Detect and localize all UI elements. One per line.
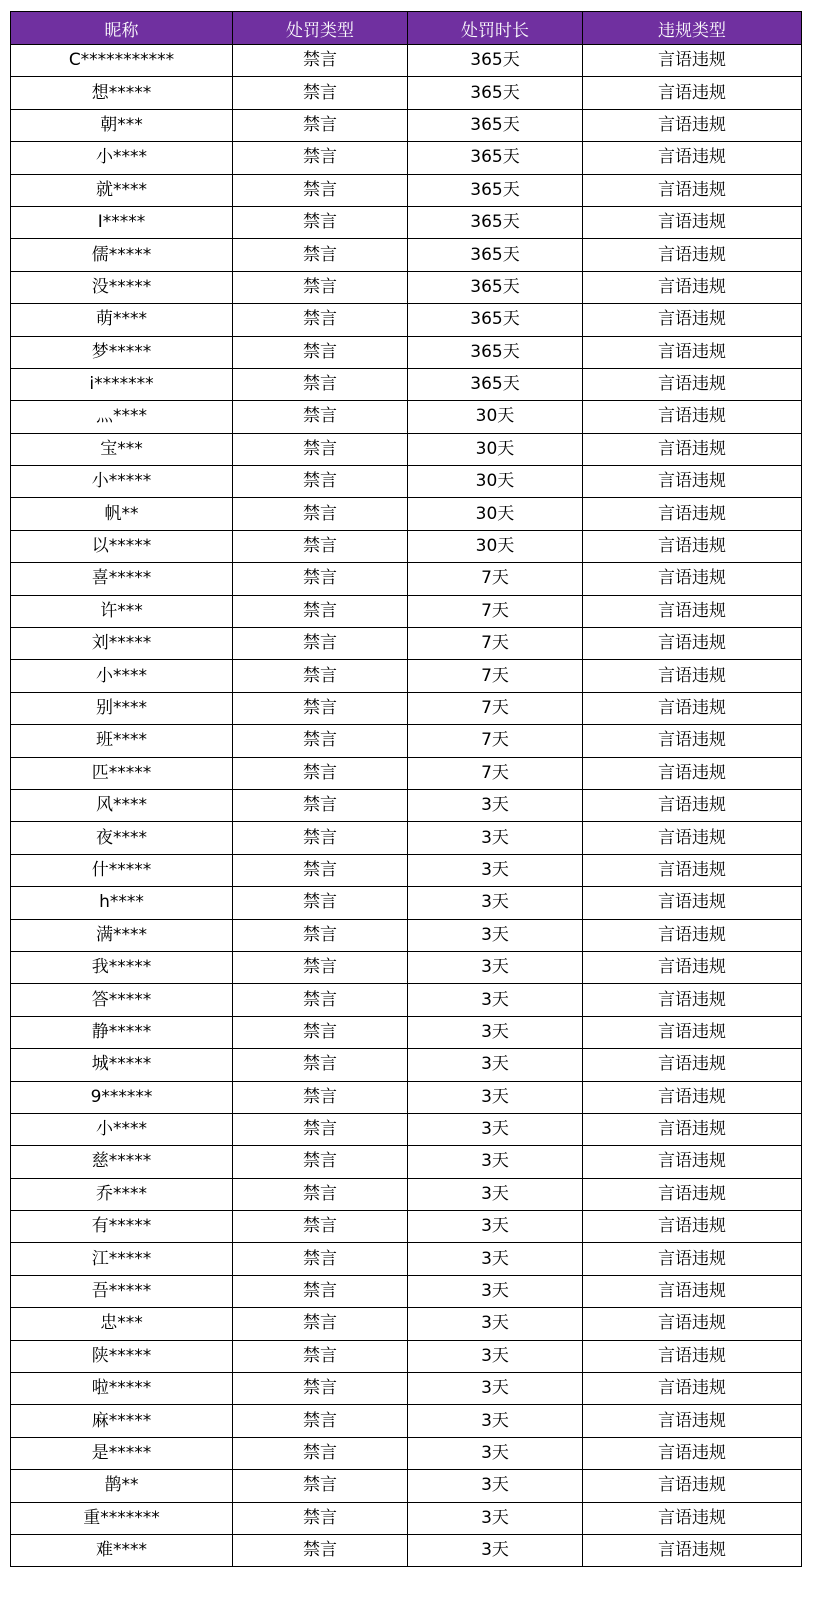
table-row <box>11 498 802 530</box>
cell-nickname: 帆** <box>11 498 233 530</box>
cell-penalty-duration: 365天 <box>408 109 583 141</box>
cell-penalty-type: 禁言 <box>233 1373 408 1405</box>
table-row <box>11 1016 802 1048</box>
cell-nickname: 小**** <box>11 142 233 174</box>
cell-penalty-type: 禁言 <box>233 271 408 303</box>
cell-penalty-type: 禁言 <box>233 822 408 854</box>
cell-penalty-type: 禁言 <box>233 1275 408 1307</box>
cell-penalty-duration: 3天 <box>408 1211 583 1243</box>
cell-violation-type: 言语违规 <box>583 1470 802 1502</box>
cell-penalty-type: 禁言 <box>233 336 408 368</box>
table-row <box>11 951 802 983</box>
table-row <box>11 77 802 109</box>
cell-violation-type: 言语违规 <box>583 1211 802 1243</box>
cell-violation-type: 言语违规 <box>583 595 802 627</box>
cell-violation-type: 言语违规 <box>583 304 802 336</box>
cell-penalty-type: 禁言 <box>233 433 408 465</box>
table-row <box>11 174 802 206</box>
table-row <box>11 1211 802 1243</box>
cell-penalty-duration: 3天 <box>408 854 583 886</box>
cell-penalty-type: 禁言 <box>233 1113 408 1145</box>
table-row <box>11 1113 802 1145</box>
cell-violation-type: 言语违规 <box>583 725 802 757</box>
cell-violation-type: 言语违规 <box>583 1243 802 1275</box>
cell-violation-type: 言语违规 <box>583 45 802 77</box>
cell-penalty-duration: 3天 <box>408 919 583 951</box>
cell-nickname: 班**** <box>11 725 233 757</box>
cell-penalty-duration: 365天 <box>408 174 583 206</box>
cell-violation-type: 言语违规 <box>583 466 802 498</box>
table-row <box>11 1049 802 1081</box>
cell-penalty-type: 禁言 <box>233 725 408 757</box>
table-row <box>11 822 802 854</box>
cell-nickname: 以***** <box>11 530 233 562</box>
cell-penalty-duration: 7天 <box>408 660 583 692</box>
cell-penalty-duration: 365天 <box>408 271 583 303</box>
cell-penalty-duration: 3天 <box>408 951 583 983</box>
cell-penalty-duration: 7天 <box>408 595 583 627</box>
cell-penalty-duration: 3天 <box>408 1146 583 1178</box>
cell-violation-type: 言语违规 <box>583 1113 802 1145</box>
cell-penalty-duration: 7天 <box>408 692 583 724</box>
table-row <box>11 757 802 789</box>
table-row <box>11 563 802 595</box>
cell-nickname: h**** <box>11 887 233 919</box>
cell-penalty-type: 禁言 <box>233 142 408 174</box>
cell-nickname: 朝*** <box>11 109 233 141</box>
cell-penalty-duration: 3天 <box>408 1275 583 1307</box>
cell-penalty-type: 禁言 <box>233 1243 408 1275</box>
cell-penalty-type: 禁言 <box>233 530 408 562</box>
cell-nickname: 9****** <box>11 1081 233 1113</box>
table-row <box>11 1308 802 1340</box>
cell-penalty-type: 禁言 <box>233 692 408 724</box>
table-row <box>11 1405 802 1437</box>
cell-penalty-type: 禁言 <box>233 1211 408 1243</box>
cell-violation-type: 言语违规 <box>583 563 802 595</box>
cell-penalty-duration: 365天 <box>408 142 583 174</box>
cell-violation-type: 言语违规 <box>583 271 802 303</box>
table-row <box>11 206 802 238</box>
cell-nickname: 什***** <box>11 854 233 886</box>
table-row <box>11 368 802 400</box>
cell-nickname: 小***** <box>11 466 233 498</box>
table-row <box>11 466 802 498</box>
table-row <box>11 595 802 627</box>
cell-penalty-type: 禁言 <box>233 466 408 498</box>
cell-nickname: 梦***** <box>11 336 233 368</box>
table-header <box>11 12 802 45</box>
cell-penalty-duration: 3天 <box>408 1049 583 1081</box>
table-row <box>11 854 802 886</box>
cell-penalty-type: 禁言 <box>233 595 408 627</box>
cell-penalty-duration: 3天 <box>408 887 583 919</box>
table-row <box>11 1178 802 1210</box>
cell-penalty-type: 禁言 <box>233 1308 408 1340</box>
header-nickname: 昵称 <box>11 12 233 45</box>
cell-penalty-type: 禁言 <box>233 1340 408 1372</box>
cell-nickname: 重******* <box>11 1502 233 1534</box>
cell-violation-type: 言语违规 <box>583 1373 802 1405</box>
cell-penalty-duration: 365天 <box>408 304 583 336</box>
cell-penalty-type: 禁言 <box>233 498 408 530</box>
cell-violation-type: 言语违规 <box>583 1405 802 1437</box>
cell-nickname: 满**** <box>11 919 233 951</box>
cell-nickname: 城***** <box>11 1049 233 1081</box>
cell-penalty-duration: 3天 <box>408 822 583 854</box>
cell-penalty-type: 禁言 <box>233 951 408 983</box>
table-row <box>11 1437 802 1469</box>
cell-violation-type: 言语违规 <box>583 1308 802 1340</box>
cell-penalty-duration: 365天 <box>408 239 583 271</box>
cell-penalty-type: 禁言 <box>233 206 408 238</box>
cell-penalty-duration: 3天 <box>408 1437 583 1469</box>
cell-penalty-type: 禁言 <box>233 368 408 400</box>
cell-penalty-duration: 30天 <box>408 401 583 433</box>
table-header-row <box>11 12 802 45</box>
cell-penalty-type: 禁言 <box>233 401 408 433</box>
cell-penalty-duration: 3天 <box>408 1534 583 1566</box>
cell-nickname: 想***** <box>11 77 233 109</box>
cell-violation-type: 言语违规 <box>583 692 802 724</box>
cell-violation-type: 言语违规 <box>583 1275 802 1307</box>
cell-penalty-type: 禁言 <box>233 1081 408 1113</box>
table-row <box>11 919 802 951</box>
cell-penalty-duration: 30天 <box>408 530 583 562</box>
cell-penalty-duration: 365天 <box>408 336 583 368</box>
cell-violation-type: 言语违规 <box>583 1340 802 1372</box>
table-row <box>11 660 802 692</box>
cell-nickname: 是***** <box>11 1437 233 1469</box>
cell-nickname: I***** <box>11 206 233 238</box>
cell-penalty-duration: 3天 <box>408 1113 583 1145</box>
cell-penalty-type: 禁言 <box>233 45 408 77</box>
cell-nickname: 夜**** <box>11 822 233 854</box>
table-row <box>11 45 802 77</box>
cell-penalty-type: 禁言 <box>233 1146 408 1178</box>
cell-nickname: 小**** <box>11 660 233 692</box>
table-row <box>11 1275 802 1307</box>
table-row <box>11 1534 802 1566</box>
cell-penalty-type: 禁言 <box>233 1470 408 1502</box>
header-violation-type: 违规类型 <box>583 12 802 45</box>
cell-violation-type: 言语违规 <box>583 1049 802 1081</box>
cell-penalty-type: 禁言 <box>233 1016 408 1048</box>
cell-penalty-type: 禁言 <box>233 1049 408 1081</box>
cell-penalty-duration: 365天 <box>408 206 583 238</box>
table-row <box>11 789 802 821</box>
table-row <box>11 304 802 336</box>
cell-penalty-type: 禁言 <box>233 1178 408 1210</box>
cell-violation-type: 言语违规 <box>583 789 802 821</box>
cell-violation-type: 言语违规 <box>583 757 802 789</box>
cell-penalty-type: 禁言 <box>233 628 408 660</box>
cell-penalty-duration: 3天 <box>408 1340 583 1372</box>
cell-penalty-duration: 30天 <box>408 466 583 498</box>
header-penalty-type: 处罚类型 <box>233 12 408 45</box>
cell-nickname: 别**** <box>11 692 233 724</box>
cell-violation-type: 言语违规 <box>583 660 802 692</box>
cell-penalty-duration: 3天 <box>408 1243 583 1275</box>
cell-violation-type: 言语违规 <box>583 822 802 854</box>
table-row <box>11 1146 802 1178</box>
cell-violation-type: 言语违规 <box>583 984 802 1016</box>
cell-penalty-duration: 7天 <box>408 563 583 595</box>
table-row <box>11 984 802 1016</box>
cell-penalty-type: 禁言 <box>233 854 408 886</box>
cell-penalty-type: 禁言 <box>233 77 408 109</box>
cell-nickname: 许*** <box>11 595 233 627</box>
cell-penalty-duration: 3天 <box>408 984 583 1016</box>
cell-nickname: 吾***** <box>11 1275 233 1307</box>
cell-nickname: 鹊** <box>11 1470 233 1502</box>
cell-violation-type: 言语违规 <box>583 1534 802 1566</box>
cell-penalty-duration: 3天 <box>408 1502 583 1534</box>
cell-nickname: 麻***** <box>11 1405 233 1437</box>
cell-nickname: 静***** <box>11 1016 233 1048</box>
cell-penalty-type: 禁言 <box>233 757 408 789</box>
cell-violation-type: 言语违规 <box>583 498 802 530</box>
table-row <box>11 433 802 465</box>
cell-violation-type: 言语违规 <box>583 368 802 400</box>
cell-penalty-type: 禁言 <box>233 984 408 1016</box>
cell-penalty-duration: 30天 <box>408 433 583 465</box>
cell-penalty-duration: 3天 <box>408 1081 583 1113</box>
cell-penalty-duration: 365天 <box>408 368 583 400</box>
cell-violation-type: 言语违规 <box>583 1437 802 1469</box>
cell-penalty-duration: 365天 <box>408 77 583 109</box>
table-row <box>11 142 802 174</box>
cell-penalty-duration: 3天 <box>408 1308 583 1340</box>
cell-penalty-type: 禁言 <box>233 304 408 336</box>
cell-penalty-type: 禁言 <box>233 563 408 595</box>
cell-violation-type: 言语违规 <box>583 854 802 886</box>
cell-violation-type: 言语违规 <box>583 336 802 368</box>
cell-penalty-duration: 3天 <box>408 1405 583 1437</box>
cell-penalty-duration: 3天 <box>408 1016 583 1048</box>
cell-violation-type: 言语违规 <box>583 919 802 951</box>
cell-violation-type: 言语违规 <box>583 109 802 141</box>
cell-nickname: 灬**** <box>11 401 233 433</box>
cell-violation-type: 言语违规 <box>583 142 802 174</box>
cell-penalty-type: 禁言 <box>233 1405 408 1437</box>
cell-nickname: 啦***** <box>11 1373 233 1405</box>
cell-violation-type: 言语违规 <box>583 433 802 465</box>
cell-nickname: 有***** <box>11 1211 233 1243</box>
penalty-table <box>10 11 802 1567</box>
cell-nickname: 风**** <box>11 789 233 821</box>
cell-penalty-duration: 7天 <box>408 628 583 660</box>
table-row <box>11 109 802 141</box>
cell-penalty-type: 禁言 <box>233 109 408 141</box>
cell-penalty-type: 禁言 <box>233 919 408 951</box>
cell-penalty-type: 禁言 <box>233 789 408 821</box>
cell-nickname: 江***** <box>11 1243 233 1275</box>
cell-nickname: 刘***** <box>11 628 233 660</box>
cell-penalty-type: 禁言 <box>233 239 408 271</box>
cell-penalty-type: 禁言 <box>233 1534 408 1566</box>
cell-penalty-type: 禁言 <box>233 887 408 919</box>
table-row <box>11 1373 802 1405</box>
cell-nickname: 陕***** <box>11 1340 233 1372</box>
cell-penalty-duration: 3天 <box>408 789 583 821</box>
cell-nickname: 我***** <box>11 951 233 983</box>
cell-violation-type: 言语违规 <box>583 1081 802 1113</box>
cell-nickname: 宝*** <box>11 433 233 465</box>
cell-nickname: 萌**** <box>11 304 233 336</box>
cell-nickname: 匹***** <box>11 757 233 789</box>
header-penalty-duration: 处罚时长 <box>408 12 583 45</box>
cell-violation-type: 言语违规 <box>583 174 802 206</box>
cell-nickname: 忠*** <box>11 1308 233 1340</box>
cell-penalty-duration: 7天 <box>408 757 583 789</box>
cell-violation-type: 言语违规 <box>583 628 802 660</box>
table-row <box>11 271 802 303</box>
cell-nickname: 答***** <box>11 984 233 1016</box>
table-row <box>11 401 802 433</box>
cell-nickname: 就**** <box>11 174 233 206</box>
cell-violation-type: 言语违规 <box>583 206 802 238</box>
cell-violation-type: 言语违规 <box>583 401 802 433</box>
cell-penalty-duration: 30天 <box>408 498 583 530</box>
cell-nickname: 儒***** <box>11 239 233 271</box>
cell-penalty-duration: 3天 <box>408 1178 583 1210</box>
cell-violation-type: 言语违规 <box>583 1178 802 1210</box>
cell-violation-type: 言语违规 <box>583 951 802 983</box>
table-row <box>11 887 802 919</box>
cell-nickname: 乔**** <box>11 1178 233 1210</box>
table-row <box>11 628 802 660</box>
cell-penalty-type: 禁言 <box>233 174 408 206</box>
table-row <box>11 1243 802 1275</box>
cell-violation-type: 言语违规 <box>583 530 802 562</box>
cell-nickname: 小**** <box>11 1113 233 1145</box>
cell-nickname: 喜***** <box>11 563 233 595</box>
cell-penalty-type: 禁言 <box>233 1437 408 1469</box>
cell-penalty-type: 禁言 <box>233 1502 408 1534</box>
cell-violation-type: 言语违规 <box>583 887 802 919</box>
table-row <box>11 239 802 271</box>
cell-nickname: 慈***** <box>11 1146 233 1178</box>
table-row <box>11 692 802 724</box>
cell-penalty-duration: 3天 <box>408 1373 583 1405</box>
cell-nickname: i******* <box>11 368 233 400</box>
table-row <box>11 1081 802 1113</box>
table-row <box>11 1340 802 1372</box>
cell-violation-type: 言语违规 <box>583 77 802 109</box>
cell-violation-type: 言语违规 <box>583 239 802 271</box>
cell-violation-type: 言语违规 <box>583 1016 802 1048</box>
table-body <box>11 45 802 1567</box>
cell-penalty-duration: 7天 <box>408 725 583 757</box>
table-row <box>11 336 802 368</box>
table-row <box>11 1502 802 1534</box>
cell-nickname: C*********** <box>11 45 233 77</box>
cell-penalty-type: 禁言 <box>233 660 408 692</box>
cell-penalty-duration: 3天 <box>408 1470 583 1502</box>
cell-violation-type: 言语违规 <box>583 1146 802 1178</box>
penalty-table-container <box>10 11 801 1567</box>
cell-nickname: 难**** <box>11 1534 233 1566</box>
cell-nickname: 没***** <box>11 271 233 303</box>
cell-violation-type: 言语违规 <box>583 1502 802 1534</box>
table-row <box>11 1470 802 1502</box>
table-row <box>11 530 802 562</box>
cell-penalty-duration: 365天 <box>408 45 583 77</box>
table-row <box>11 725 802 757</box>
